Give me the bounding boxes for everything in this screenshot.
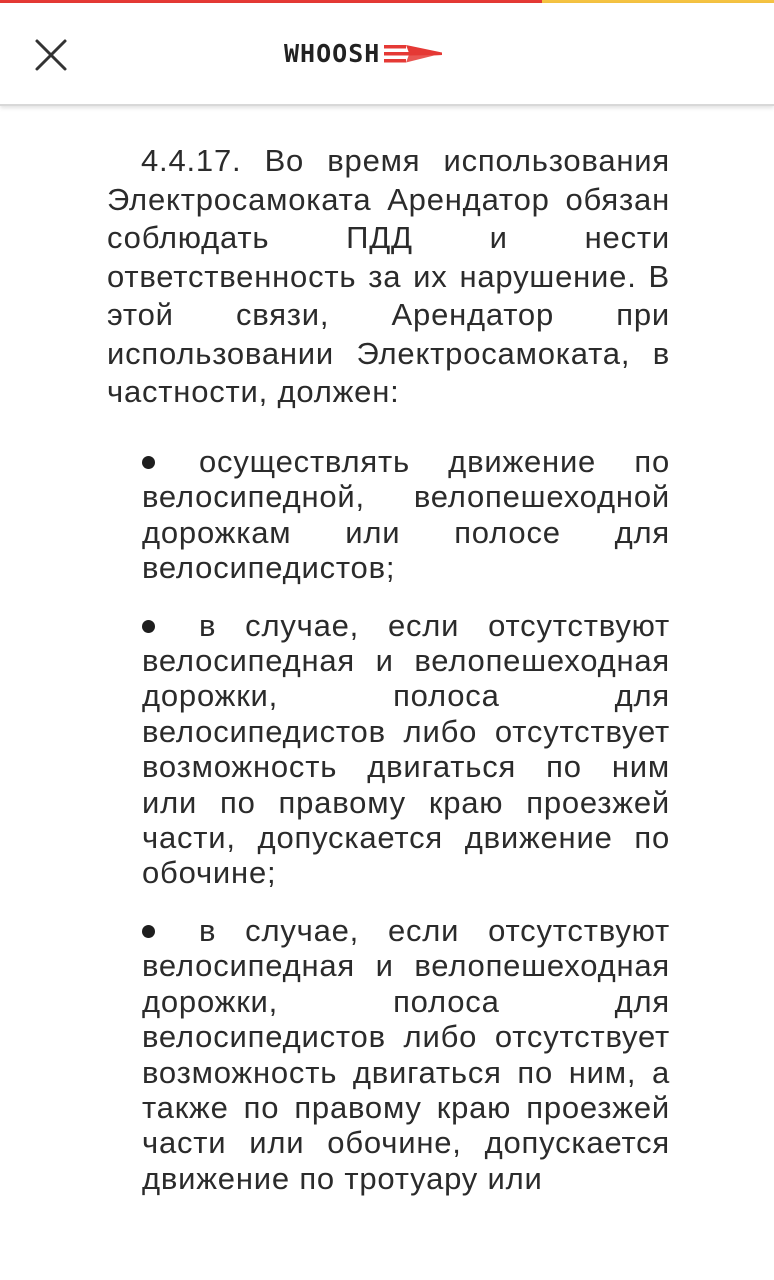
bullet-icon <box>142 620 155 633</box>
list-item-text: в случае, если отсутствуют велосипедная и велопешеходная дорожки, полоса для велосипедистов либо отсутствует возможность двигаться по ним, а также по правому краю проезжей части или обочине, допускается движение по тротуару или <box>142 912 670 1196</box>
list-item <box>142 444 670 586</box>
speed-lines-icon <box>384 43 442 65</box>
clause-paragraph: 4.4.17. Во время использования Электросамоката Арендатор обязан соблюдать ПДД и нести ответственность за их нарушение. В этой связи, Арендатор при использовании Электросамоката, в частности, должен: <box>107 143 670 409</box>
close-button[interactable] <box>28 32 74 78</box>
list-item <box>142 913 670 1196</box>
list-item-text: осуществлять движение по велосипедной, велопешеходной дорожкам или полосе для велосипедистов; <box>142 444 670 586</box>
logo-text: WHOOSH <box>284 39 381 68</box>
list-item <box>142 608 670 891</box>
terms-content[interactable] <box>0 106 774 1280</box>
bullet-icon <box>142 456 155 469</box>
list-item-text: в случае, если отсутствуют велосипедная и велопешеходная дорожки, полоса для велосипедистов либо отсутствует возможность двигаться по ним или по правому краю проезжей части, допускается движение по обочине; <box>142 607 670 891</box>
close-icon <box>28 32 74 78</box>
whoosh-logo <box>284 39 442 69</box>
bullet-icon <box>142 925 155 938</box>
app-header <box>0 3 774 106</box>
bullet-list <box>142 444 670 1218</box>
